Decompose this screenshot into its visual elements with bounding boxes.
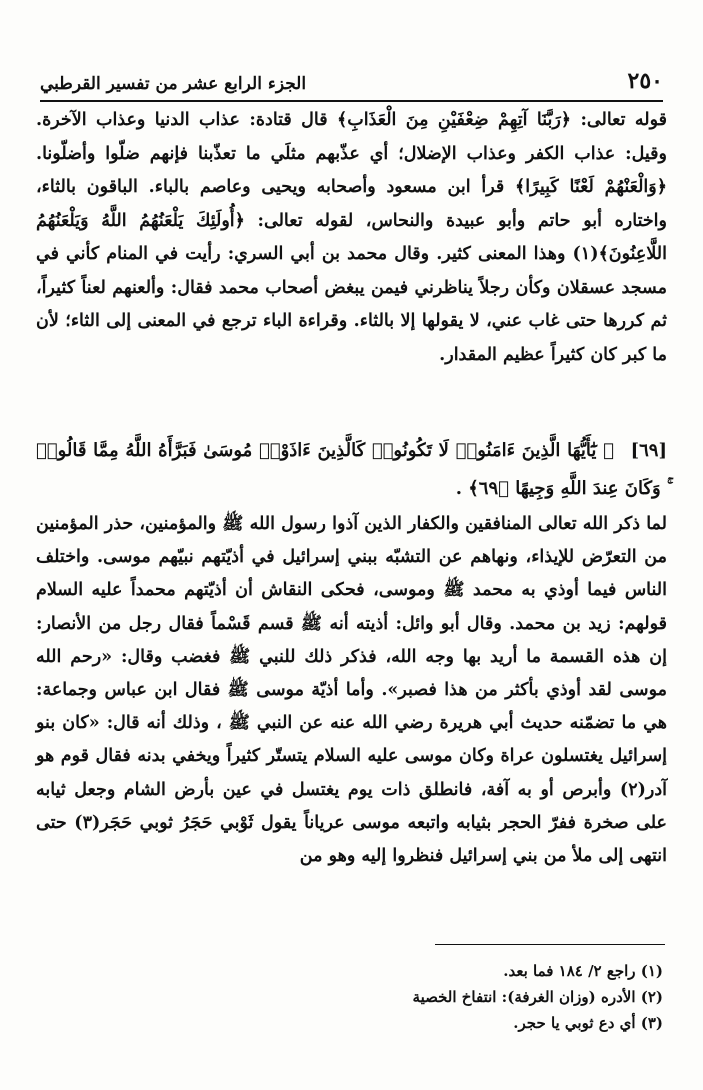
quran-verse [36, 432, 667, 508]
commentary-paragraph: لما ذكر الله تعالى المنافقين والكفار الذين آذوا رسول الله ﷺ والمؤمنين، حذر المؤمنين من التعرّض للإيذاء، ونهاهم عن التشبّه ببني إسرائيل في أذيّتهم نبيّهم موسى. واختلف الناس فيما أوذي به محمد ﷺ وموسى، فحكى النقاش أن أذيّتهم محمداً عليه السلام قولهم: زيد بن محمد. وقال أبو وائل: أذيته أنه ﷺ قسم قَسْماً فقال رجل من الأنصار: إن هذه القسمة ما أريد بها وجه الله، فذكر ذلك للنبي ﷺ فغضب وقال: «رحم الله موسى لقد أوذي بأكثر من هذا فصبر». وأما أذيّة موسى ﷺ فقال ابن عباس وجماعة: هي ما تضمّنه حديث أبي هريرة رضي الله عنه عن النبي ﷺ ، وذلك أنه قال: «كان بنو إسرائيل يغتسلون عراة وكان موسى عليه السلام يتستّر كثيراً ويخفي بدنه فقال قوم هو آدر(٢) وأبرص أو به آفة، فانطلق ذات يوم يغتسل في عين بأرض الشام وجعل ثيابه على صخرة ففرّ الحجر بثيابه واتبعه موسى عرياناً يقول ثَوْبي حَجَرُ ثوبي حَجَر(٣) حتى انتهى إلى ملأ من بني إسرائيل فنظروا إليه وهو من [36, 514, 667, 867]
footnote-2: (٢) الأدره (وزان الغرفة): انتفاخ الخصية [412, 988, 663, 1006]
footnote-1: (١) راجع ٢/ ١٨٤ فما بعد. [503, 962, 663, 980]
page-header [40, 60, 663, 102]
footnote-3: (٣) أي دع ثوبي يا حجر. [513, 1014, 663, 1032]
verse-number: [٦٩] [630, 440, 667, 461]
commentary-paragraph: قوله تعالى: ﴿رَبَّنَا آتِهِمْ ضِعْفَيْنِ مِنَ الْعَذَابِ﴾ قال قتادة: عذاب الدنيا وعذاب الآخرة. وقيل: عذاب الكفر وعذاب الإضلال؛ أي عذّبهم مثلَي ما تعذّبنا فإنهم ضلّوا وأضلّونا. ﴿وَالْعَنْهُمْ لَعْنًا كَبِيرًا﴾ قرأ ابن مسعود وأصحابه ويحيى وعاصم بالباء. الباقون بالثاء، واختاره أبو حاتم وأبو عبيدة والنحاس، لقوله تعالى: ﴿أُولَئِكَ يَلْعَنُهُمُ اللَّهُ وَيَلْعَنُهُمُ اللَّاعِنُونَ﴾(١) وهذا المعنى كثير. وقال محمد بن أبي السري: رأيت في المنام كأني في مسجد عسقلان وكأن رجلاً يناظرني فيمن يبغض أصحاب محمد فقال: وألعنهم لعناً كثيراً، ثم كررها حتى غاب عني، لا يقولها إلا بالثاء. وقراءة الباء ترجع في المعنى إلى الثاء؛ لأن ما كبر كان كثيراً عظيم المقدار. [36, 110, 667, 365]
verse-text: ﴿ يَٰٓأَيُّهَا الَّذِينَ ءَامَنُوا۟ لَا تَكُونُوا۟ كَالَّذِينَ ءَاذَوْا۟ مُوسَىٰ فَبَرَّأَهُ اللَّهُ مِمَّا قَالُوا۟ ۚ وَكَانَ عِندَ اللَّهِ وَجِيهًا ﴿٦٩﴾ . [36, 440, 667, 499]
footnote-divider [435, 944, 665, 945]
running-title: الجزء الرابع عشر من تفسير القرطبي [40, 74, 307, 94]
commentary-section-2 [36, 508, 667, 873]
page-number: ٢٥٠ [627, 68, 663, 94]
footnotes [40, 958, 663, 1036]
commentary-section-1 [36, 104, 667, 372]
